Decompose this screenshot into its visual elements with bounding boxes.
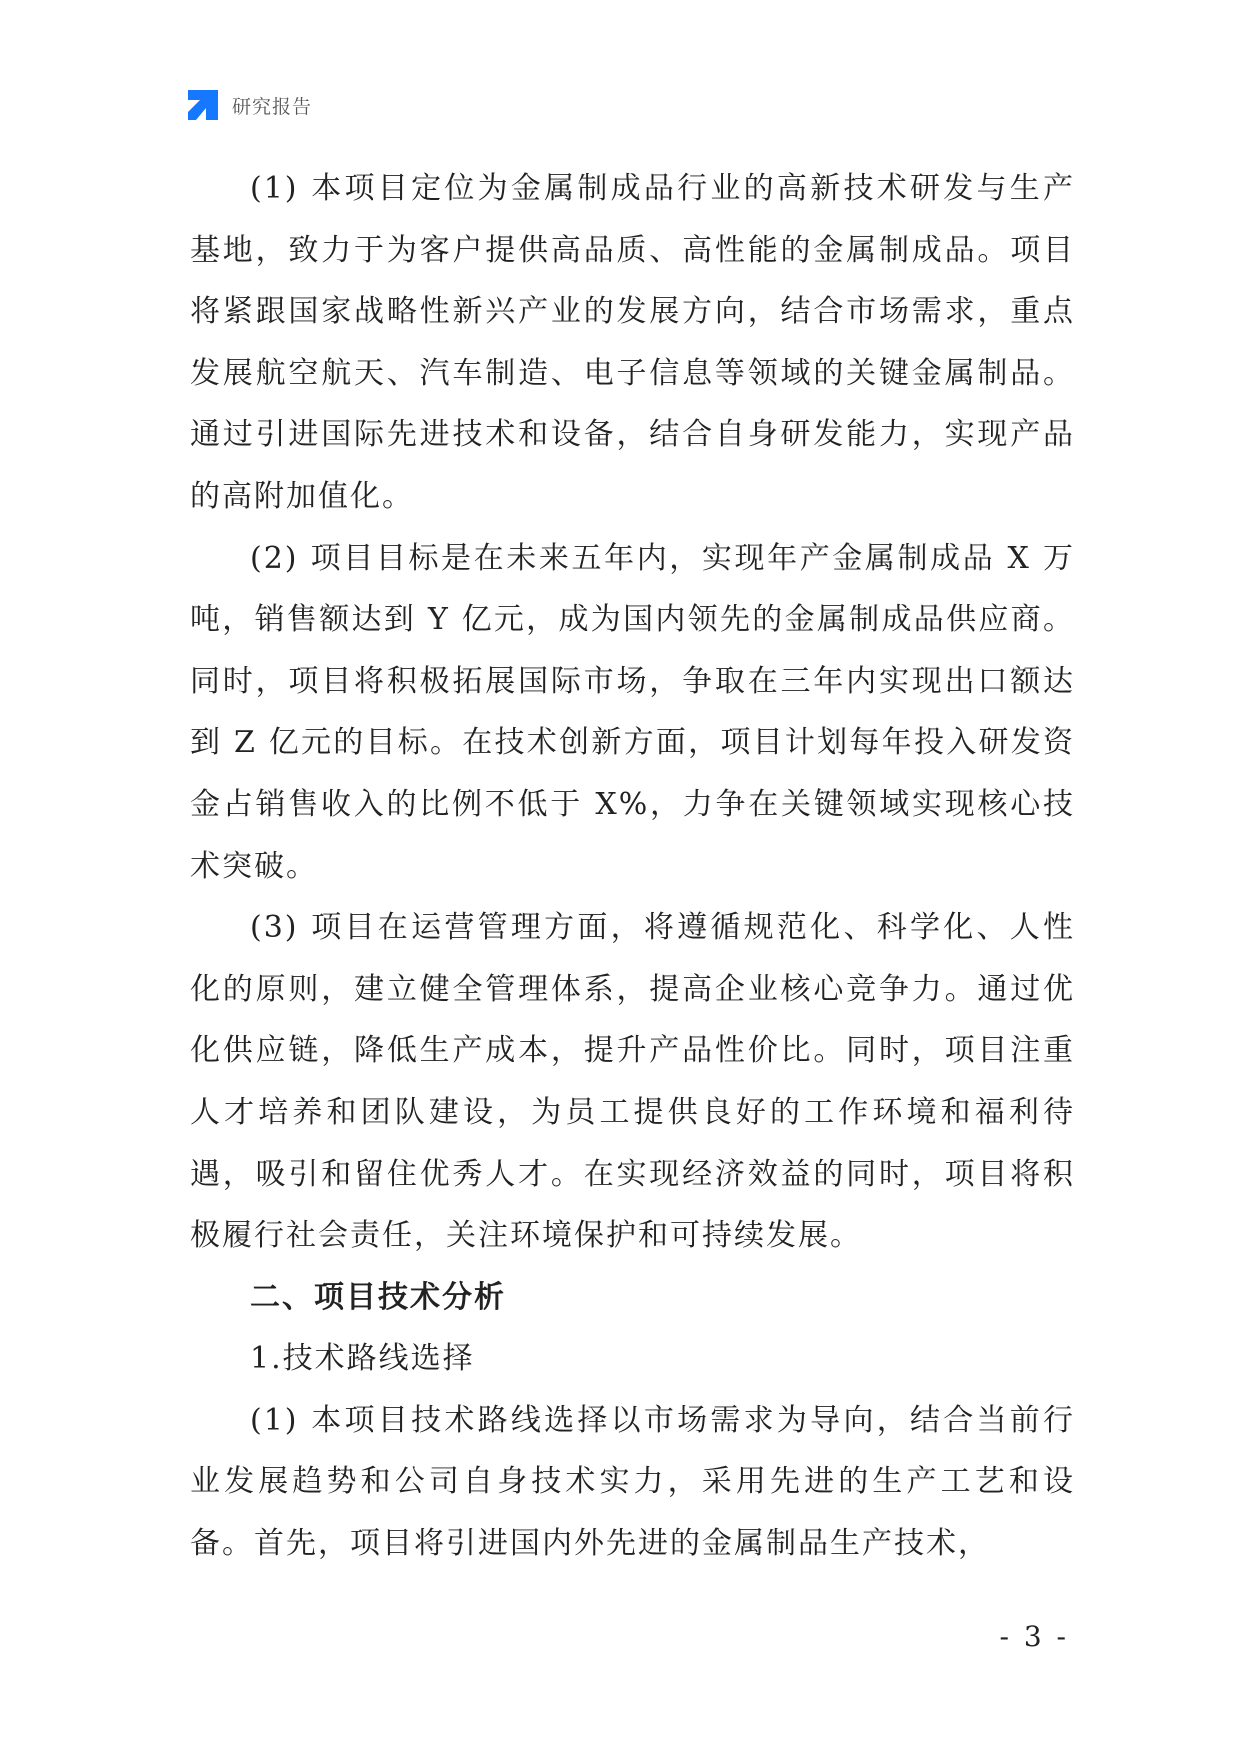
page-number: - 3 - <box>999 1620 1069 1653</box>
paragraph-positioning: (1) 本项目定位为金属制成品行业的高新技术研发与生产基地，致力于为客户提供高品质、高性能的金属制成品。项目将紧跟国家战略性新兴产业的发展方向，结合市场需求，重点发展航空航天、汽车制造、电子信息等领域的关键金属制品。通过引进国际先进技术和设备，结合自身研发能力，实现产品的高附加值化。 <box>190 171 1075 514</box>
document-body <box>190 158 1075 1575</box>
paragraph-operations: (3) 项目在运营管理方面，将遵循规范化、科学化、人性化的原则，建立健全管理体系，提高企业核心竞争力。通过优化供应链，降低生产成本，提升产品性价比。同时，项目注重人才培养和团队建设，为员工提供良好的工作环境和福利待遇，吸引和留住优秀人才。在实现经济效益的同时，项目将积极履行社会责任，关注环境保护和可持续发展。 <box>190 910 1075 1254</box>
paragraph-technical-route: (1) 本项目技术路线选择以市场需求为导向，结合当前行业发展趋势和公司自身技术实力，采用先进的生产工艺和设备。首先，项目将引进国内外先进的金属制品生产技术， <box>190 1402 1075 1562</box>
section-heading: 二、项目技术分析 <box>250 1279 506 1315</box>
arrow-logo-icon <box>186 88 220 122</box>
report-header <box>186 88 312 122</box>
subsection-heading: 1.技术路线选择 <box>250 1341 475 1377</box>
header-title: 研究报告 <box>232 95 313 118</box>
paragraph-goals: (2) 项目目标是在未来五年内，实现年产金属制成品 X 万吨，销售额达到 Y 亿元，成为国内领先的金属制成品供应商。同时，项目将积极拓展国际市场，争取在三年内实现出口额达到 Z 亿元的目标。在技术创新方面，项目计划每年投入研发资金占销售收入的比例不低于 X%，力争在关键领域实现核心技术突破。 <box>190 540 1075 884</box>
